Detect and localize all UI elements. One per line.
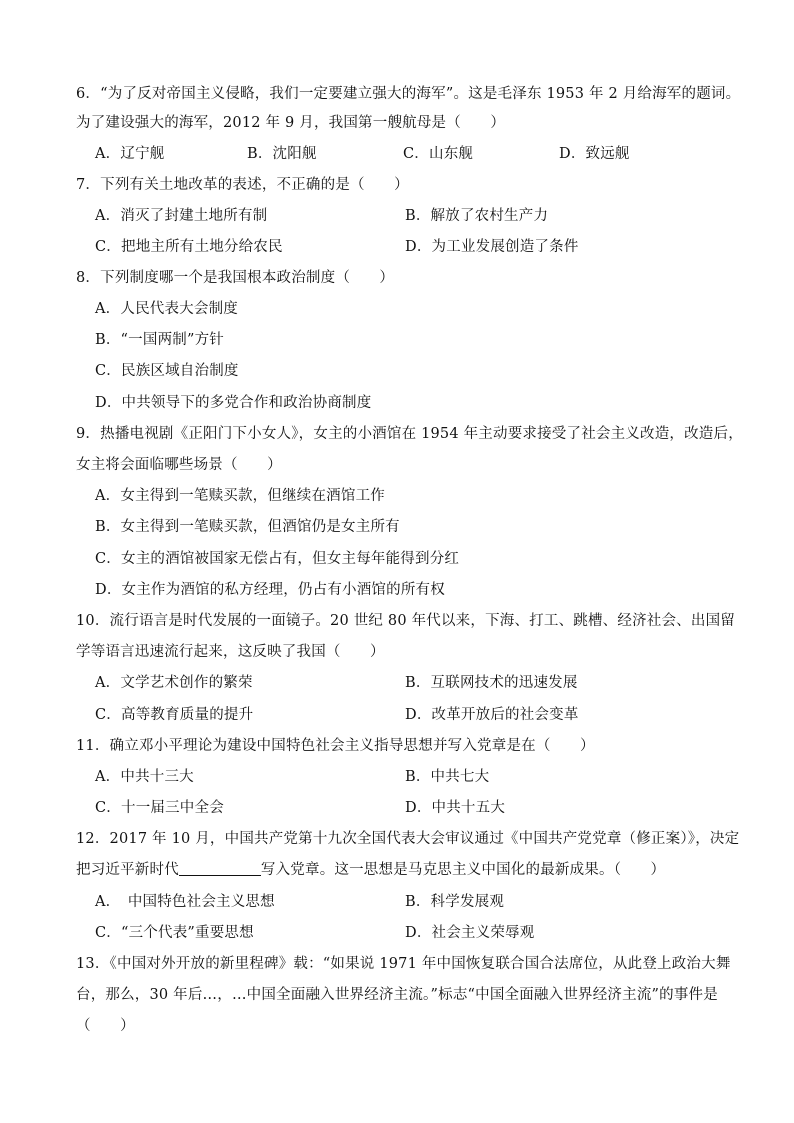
question-8-option-c: C．民族区域自治制度 <box>95 363 239 379</box>
question-13-stem: 13．《中国对外开放的新里程碑》载：“如果说 1971 年中国恢复联合国合法席位，从此登上政治大舞 <box>76 956 731 972</box>
question-8-stem: 8．下列制度哪一个是我国根本政治制度（ ） <box>76 270 395 286</box>
question-8-option-b: B．“一国两制”方针 <box>95 332 224 348</box>
question-9-option-d: D．女主作为酒馆的私方经理，仍占有小酒馆的所有权 <box>95 582 445 598</box>
question-12-option-a: A． 中国特色社会主义思想 <box>95 894 275 910</box>
question-11-option-d: D．中共十五大 <box>405 800 506 816</box>
question-10-stem: 10．流行语言是时代发展的一面镜子。20 世纪 80 年代以来，下海、打工、跳槽、经济社会、出国留 <box>76 613 735 629</box>
question-12-text-after-blank: 写入党章。这一思想是马克思主义中国化的最新成果。（ ） <box>260 862 666 878</box>
question-11-option-a: A．中共十三大 <box>95 769 194 785</box>
question-6-option-d: D．致远舰 <box>559 146 630 162</box>
question-12-option-c: C．“三个代表”重要思想 <box>95 925 254 941</box>
question-11-option-c: C．十一届三中全会 <box>95 800 224 816</box>
question-9-stem-continued: 女主将会面临哪些场景（ ） <box>76 457 282 473</box>
question-8-option-a: A．人民代表大会制度 <box>95 301 238 317</box>
question-9-option-b: B．女主得到一笔赎买款，但酒馆仍是女主所有 <box>95 519 400 535</box>
question-11-stem: 11．确立邓小平理论为建设中国特色社会主义指导思想并写入党章是在（ ） <box>76 738 595 754</box>
question-7-stem: 7．下列有关土地改革的表述，不正确的是（ ） <box>76 177 409 193</box>
question-11-option-b: B．中共七大 <box>405 769 490 785</box>
question-13-answer-parentheses: （ ） <box>76 1018 135 1034</box>
question-10-stem-continued: 学等语言迅速流行起来，这反映了我国（ ） <box>76 644 385 660</box>
question-7-option-b: B．解放了农村生产力 <box>405 208 549 224</box>
question-6-option-b: B．沈阳舰 <box>247 146 317 162</box>
answer-blank <box>179 861 261 876</box>
question-12-text-before-blank: 把习近平新时代 <box>76 862 179 878</box>
question-12-stem-continued <box>76 860 665 880</box>
question-10-option-b: B．互联网技术的迅速发展 <box>405 675 578 691</box>
question-9-option-c: C．女主的酒馆被国家无偿占有，但女主每年能得到分红 <box>95 551 460 567</box>
question-9-stem: 9．热播电视剧《正阳门下小女人》，女主的小酒馆在 1954 年主动要求接受了社会主义改造，改造后， <box>76 426 743 442</box>
question-6-option-c: C．山东舰 <box>403 146 474 162</box>
question-6-stem-continued: 为了建设强大的海军，2012 年 9 月，我国第一艘航母是（ ） <box>76 115 506 131</box>
question-6-option-a: A．辽宁舰 <box>95 146 165 162</box>
question-10-option-a: A．文学艺术创作的繁荣 <box>95 675 253 691</box>
question-12-option-b: B．科学发展观 <box>405 894 505 910</box>
question-7-option-c: C．把地主所有土地分给农民 <box>95 239 283 255</box>
question-6-stem: 6．“为了反对帝国主义侵略，我们一定要建立强大的海军”。这是毛泽东 1953 年 2 月给海军的题词。 <box>76 86 741 102</box>
question-13-stem-continued: 台，那么，30 年后…，…中国全面融入世界经济主流。”标志“中国全面融入世界经济主流”的事件是 <box>76 987 718 1003</box>
question-9-option-a: A．女主得到一笔赎买款，但继续在酒馆工作 <box>95 488 385 504</box>
question-10-option-c: C．高等教育质量的提升 <box>95 707 254 723</box>
question-12-stem: 12．2017 年 10 月，中国共产党第十九次全国代表大会审议通过《中国共产党党章（修正案）》，决定 <box>76 831 740 847</box>
question-12-option-d: D．社会主义荣辱观 <box>405 925 535 941</box>
question-8-option-d: D．中共领导下的多党合作和政治协商制度 <box>95 395 372 411</box>
question-10-option-d: D．改革开放后的社会变革 <box>405 707 579 723</box>
question-7-option-a: A．消灭了封建土地所有制 <box>95 208 268 224</box>
question-7-option-d: D．为工业发展创造了条件 <box>405 239 579 255</box>
